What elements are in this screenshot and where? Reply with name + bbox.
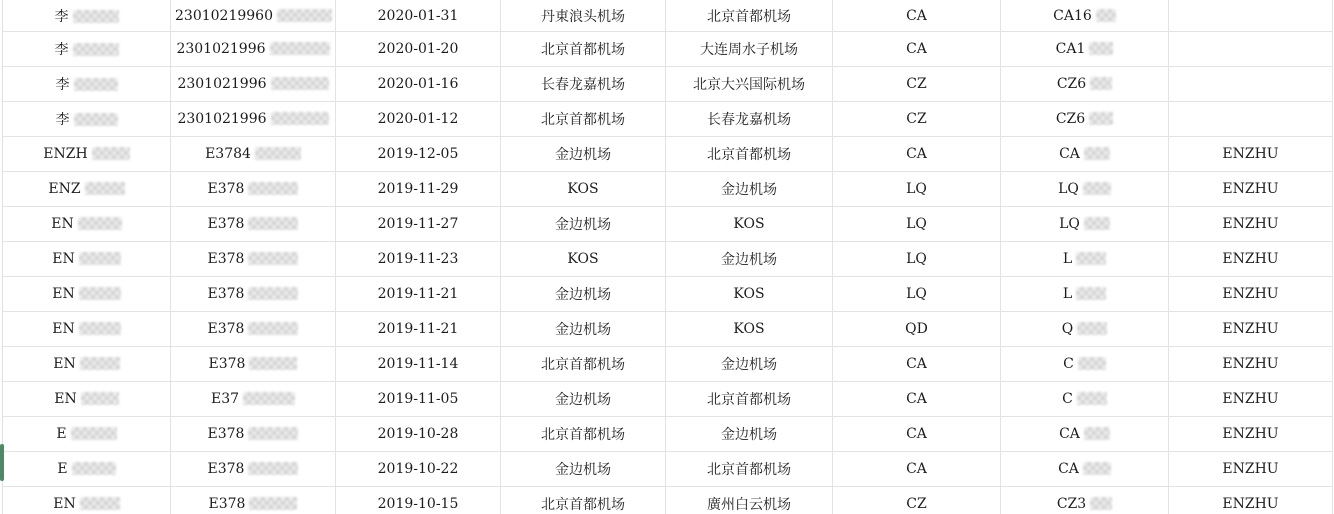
redacted-text [1083, 182, 1111, 195]
cell-text: ENZHU [1222, 321, 1279, 337]
cell-text: 2020-01-12 [377, 111, 459, 127]
cell-text: KOS [733, 321, 765, 337]
cell-text: CA [1059, 146, 1080, 162]
cell-text: 2020-01-16 [377, 76, 459, 92]
cell-flight-date [336, 312, 501, 347]
cell-text: E378 [207, 461, 245, 477]
cell-flight-number [1001, 32, 1169, 67]
cell-text: 北京首都机场 [707, 147, 791, 163]
cell-passenger-code [1169, 32, 1333, 67]
cell-airline-code [833, 277, 1001, 312]
redacted-text [1090, 77, 1112, 90]
cell-airline-code [833, 347, 1001, 382]
table-row [3, 417, 1333, 452]
cell-text: E378 [207, 426, 245, 442]
cell-text: E [57, 461, 68, 477]
table-row [3, 0, 1333, 32]
cell-text: 廣州白云机场 [707, 497, 791, 513]
cell-text: EN [54, 391, 77, 407]
redacted-text [1089, 112, 1113, 125]
cell-passenger-code [1169, 0, 1333, 32]
cell-text: 北京首都机场 [541, 497, 625, 513]
cell-airline-code [833, 32, 1001, 67]
cell-text: CA16 [1053, 7, 1092, 24]
cell-departure-airport [501, 172, 666, 207]
cell-text: E378 [208, 356, 246, 372]
cell-text: C [1063, 356, 1074, 372]
cell-text: 金边机场 [555, 217, 611, 233]
redacted-text [1077, 322, 1107, 335]
cell-text: L [1062, 286, 1073, 302]
cell-arrival-airport [666, 452, 833, 487]
cell-text: CZ [906, 111, 927, 127]
cell-text: CA [906, 41, 927, 57]
table-row [3, 382, 1333, 417]
cell-departure-airport [501, 417, 666, 452]
cell-text: EN [53, 356, 76, 372]
redacted-text [1089, 42, 1113, 55]
cell-id-number [171, 417, 336, 452]
cell-text: 大连周水子机场 [700, 42, 798, 58]
cell-text: 金边机场 [721, 357, 777, 373]
redacted-text [249, 357, 297, 370]
redacted-text [271, 112, 329, 125]
cell-text: 2019-10-15 [377, 496, 459, 512]
cell-flight-number [1001, 207, 1169, 242]
cell-text: CA [906, 461, 927, 477]
cell-text: 2301021996 [177, 76, 267, 92]
cell-arrival-airport [666, 347, 833, 382]
redacted-text [73, 10, 119, 23]
redacted-text [243, 392, 295, 405]
table-row [3, 137, 1333, 172]
redacted-text [1084, 427, 1110, 440]
cell-arrival-airport [666, 312, 833, 347]
cell-passenger-name [3, 417, 171, 452]
cell-text: 2019-11-21 [377, 286, 459, 302]
cell-flight-number [1001, 487, 1169, 514]
cell-text: LQ [906, 216, 927, 232]
cell-text: C [1062, 391, 1073, 407]
cell-passenger-name [3, 32, 171, 67]
redacted-text [79, 322, 121, 335]
cell-flight-date [336, 347, 501, 382]
cell-flight-date [336, 277, 501, 312]
cell-airline-code [833, 102, 1001, 137]
table-row [3, 347, 1333, 382]
cell-text: 2019-10-28 [377, 426, 459, 442]
cell-flight-date [336, 242, 501, 277]
cell-airline-code [833, 207, 1001, 242]
cell-arrival-airport [666, 67, 833, 102]
cell-passenger-name [3, 452, 171, 487]
cell-text: 2019-11-14 [377, 356, 459, 372]
cell-passenger-code [1169, 452, 1333, 487]
cell-passenger-name [3, 67, 171, 102]
cell-departure-airport [501, 277, 666, 312]
cell-flight-number [1001, 172, 1169, 207]
redacted-text [248, 322, 298, 335]
cell-id-number [171, 452, 336, 487]
cell-text: 2019-11-29 [377, 181, 459, 197]
cell-text: CZ6 [1055, 111, 1086, 127]
cell-airline-code [833, 312, 1001, 347]
cell-departure-airport [501, 137, 666, 172]
cell-text: 北京首都机场 [707, 8, 791, 25]
cell-text: 李 [54, 8, 69, 25]
cell-text: E37 [210, 391, 240, 407]
redacted-text [1078, 357, 1106, 370]
cell-text: 2301021996 [177, 111, 267, 127]
cell-text: L [1062, 251, 1073, 267]
cell-id-number [171, 347, 336, 382]
cell-passenger-code [1169, 242, 1333, 277]
cell-id-number [171, 137, 336, 172]
cell-text: 北京首都机场 [707, 392, 791, 408]
cell-id-number [171, 0, 336, 32]
cell-text: LQ [906, 251, 927, 267]
cell-airline-code [833, 382, 1001, 417]
cell-flight-date [336, 67, 501, 102]
cell-flight-date [336, 102, 501, 137]
redacted-text [1096, 9, 1116, 22]
cell-id-number [171, 67, 336, 102]
cell-text: 金边机场 [721, 182, 777, 198]
cell-text: 北京大兴国际机场 [693, 77, 805, 93]
redacted-text [248, 287, 298, 300]
cell-text: KOS [567, 181, 599, 197]
cell-arrival-airport [666, 487, 833, 514]
cell-text: 丹東浪头机场 [541, 8, 625, 25]
cell-id-number [171, 487, 336, 514]
redacted-text [1077, 392, 1107, 405]
cell-passenger-code [1169, 277, 1333, 312]
redacted-text [1076, 287, 1106, 300]
redacted-text [1084, 147, 1110, 160]
cell-flight-number [1001, 137, 1169, 172]
cell-text: QD [905, 321, 928, 337]
cell-passenger-name [3, 172, 171, 207]
cell-text: 金边机场 [555, 462, 611, 478]
cell-text: 北京首都机场 [541, 42, 625, 58]
redacted-text [248, 427, 298, 440]
cell-text: LQ [906, 181, 927, 197]
cell-text: ENZ [48, 181, 81, 197]
cell-passenger-name [3, 487, 171, 514]
cell-text: 2020-01-20 [377, 41, 459, 57]
redacted-text [277, 9, 332, 22]
redacted-text [81, 392, 119, 405]
cell-passenger-code [1169, 137, 1333, 172]
cell-text: 金边机场 [721, 427, 777, 443]
cell-id-number [171, 207, 336, 242]
cell-text: E378 [207, 321, 245, 337]
redacted-text [74, 78, 118, 91]
cell-airline-code [833, 172, 1001, 207]
cell-text: 长春龙嘉机场 [707, 112, 791, 128]
cell-passenger-code [1169, 102, 1333, 137]
cell-flight-number [1001, 277, 1169, 312]
cell-text: E3784 [205, 146, 251, 162]
cell-text: CA [906, 391, 927, 407]
cell-flight-number [1001, 452, 1169, 487]
redacted-text [248, 252, 298, 265]
cell-flight-date [336, 137, 501, 172]
cell-text: 北京首都机场 [541, 427, 625, 443]
cell-id-number [171, 242, 336, 277]
cell-arrival-airport [666, 277, 833, 312]
cell-passenger-name [3, 102, 171, 137]
cell-text: ENZHU [1222, 181, 1279, 197]
redacted-text [92, 147, 130, 160]
cell-airline-code [833, 242, 1001, 277]
cell-passenger-name [3, 242, 171, 277]
cell-text: E378 [207, 216, 245, 232]
cell-flight-number [1001, 102, 1169, 137]
cell-text: ENZHU [1222, 461, 1279, 477]
cell-passenger-code [1169, 312, 1333, 347]
redacted-text [79, 287, 121, 300]
cell-flight-date [336, 32, 501, 67]
cell-departure-airport [501, 452, 666, 487]
table-row [3, 172, 1333, 207]
cell-text: CA [906, 426, 927, 442]
cell-flight-date [336, 487, 501, 514]
cell-flight-number [1001, 347, 1169, 382]
cell-passenger-code [1169, 417, 1333, 452]
cell-arrival-airport [666, 242, 833, 277]
table-row [3, 242, 1333, 277]
redacted-text [74, 113, 118, 126]
cell-flight-date [336, 452, 501, 487]
cell-arrival-airport [666, 32, 833, 67]
left-scrollbar-thumb[interactable] [0, 444, 4, 481]
cell-text: 李 [55, 77, 70, 93]
cell-passenger-name [3, 207, 171, 242]
cell-text: ENZHU [1222, 391, 1279, 407]
redacted-text [72, 462, 116, 475]
cell-text: 金边机场 [555, 322, 611, 338]
redacted-text [1090, 497, 1112, 510]
table-row [3, 102, 1333, 137]
redacted-text [73, 43, 119, 56]
cell-text: E [56, 426, 67, 442]
cell-text: ENZH [43, 146, 88, 162]
table-row [3, 277, 1333, 312]
cell-passenger-name [3, 0, 171, 32]
redacted-text [80, 497, 120, 510]
cell-arrival-airport [666, 0, 833, 32]
redacted-text [271, 77, 329, 90]
cell-text: 北京首都机场 [541, 357, 625, 373]
cell-passenger-code [1169, 67, 1333, 102]
cell-text: ENZHU [1222, 146, 1279, 162]
redacted-text [1084, 217, 1110, 230]
cell-id-number [171, 32, 336, 67]
cell-text: CZ3 [1056, 496, 1087, 512]
cell-id-number [171, 277, 336, 312]
cell-passenger-code [1169, 487, 1333, 514]
cell-text: 北京首都机场 [541, 112, 625, 128]
cell-passenger-name [3, 382, 171, 417]
table-row [3, 487, 1333, 514]
cell-text: 2019-11-21 [377, 321, 459, 337]
redacted-text [85, 182, 125, 195]
cell-airline-code [833, 417, 1001, 452]
cell-arrival-airport [666, 102, 833, 137]
cell-text: 金边机场 [721, 252, 777, 268]
cell-text: 金边机场 [555, 392, 611, 408]
cell-flight-number [1001, 0, 1169, 32]
cell-departure-airport [501, 67, 666, 102]
cell-arrival-airport [666, 207, 833, 242]
cell-text: ENZHU [1222, 216, 1279, 232]
cell-arrival-airport [666, 382, 833, 417]
redacted-text [79, 252, 121, 265]
table-row [3, 32, 1333, 67]
cell-departure-airport [501, 312, 666, 347]
cell-flight-date [336, 0, 501, 32]
cell-text: 2019-10-22 [377, 461, 459, 477]
redacted-text [255, 147, 301, 160]
cell-text: EN [51, 216, 74, 232]
cell-departure-airport [501, 207, 666, 242]
cell-flight-date [336, 172, 501, 207]
cell-airline-code [833, 67, 1001, 102]
redacted-text [248, 217, 298, 230]
cell-text: E378 [207, 181, 245, 197]
cell-text: E378 [207, 251, 245, 267]
cell-text: LQ [906, 286, 927, 302]
cell-text: CZ [906, 496, 927, 512]
cell-airline-code [833, 0, 1001, 32]
cell-text: 金边机场 [555, 147, 611, 163]
cell-text: 李 [55, 112, 70, 128]
cell-flight-number [1001, 417, 1169, 452]
cell-departure-airport [501, 347, 666, 382]
cell-id-number [171, 172, 336, 207]
cell-flight-date [336, 417, 501, 452]
cell-text: Q [1061, 321, 1074, 337]
cell-id-number [171, 382, 336, 417]
cell-departure-airport [501, 382, 666, 417]
cell-arrival-airport [666, 417, 833, 452]
cell-text: ENZHU [1222, 251, 1279, 267]
cell-text: EN [52, 321, 75, 337]
cell-text: LQ [1058, 181, 1079, 197]
cell-text: ENZHU [1222, 286, 1279, 302]
cell-arrival-airport [666, 137, 833, 172]
cell-text: 2020-01-31 [377, 7, 459, 24]
cell-flight-number [1001, 312, 1169, 347]
redacted-text [71, 427, 117, 440]
cell-text: 北京首都机场 [707, 462, 791, 478]
redacted-text [248, 182, 298, 195]
redacted-text [78, 217, 122, 230]
cell-text: CA [906, 7, 927, 24]
cell-departure-airport [501, 487, 666, 514]
redacted-text [249, 497, 297, 510]
cell-text: 2019-11-05 [377, 391, 459, 407]
cell-arrival-airport [666, 172, 833, 207]
redacted-text [80, 357, 120, 370]
cell-text: CZ [906, 76, 927, 92]
redacted-text [248, 462, 298, 475]
cell-flight-number [1001, 67, 1169, 102]
cell-text: EN [53, 496, 76, 512]
cell-text: CA [1058, 461, 1079, 477]
cell-text: KOS [733, 216, 765, 232]
cell-text: 2019-11-23 [377, 251, 459, 267]
cell-text: 金边机场 [555, 287, 611, 303]
cell-passenger-name [3, 137, 171, 172]
cell-id-number [171, 102, 336, 137]
cell-passenger-code [1169, 347, 1333, 382]
cell-text: CA1 [1055, 41, 1086, 57]
cell-text: CA [906, 356, 927, 372]
cell-text: 2019-11-27 [377, 216, 459, 232]
table-row [3, 452, 1333, 487]
cell-text: KOS [567, 251, 599, 267]
flight-records-table [2, 0, 1333, 514]
cell-text: 长春龙嘉机场 [541, 77, 625, 93]
cell-airline-code [833, 137, 1001, 172]
cell-text: CA [1059, 426, 1080, 442]
cell-text: ENZHU [1222, 496, 1279, 512]
cell-text: CZ6 [1056, 76, 1087, 92]
cell-flight-number [1001, 242, 1169, 277]
redacted-text [1083, 462, 1111, 475]
cell-passenger-name [3, 312, 171, 347]
cell-text: 2019-12-05 [377, 146, 459, 162]
cell-passenger-code [1169, 207, 1333, 242]
cell-departure-airport [501, 32, 666, 67]
cell-text: LQ [1059, 216, 1080, 232]
cell-passenger-code [1169, 172, 1333, 207]
cell-passenger-name [3, 347, 171, 382]
cell-text: CA [906, 146, 927, 162]
cell-departure-airport [501, 102, 666, 137]
cell-departure-airport [501, 242, 666, 277]
cell-text: 23010219960 [175, 7, 273, 24]
cell-flight-date [336, 207, 501, 242]
cell-airline-code [833, 487, 1001, 514]
cell-text: ENZHU [1222, 356, 1279, 372]
cell-flight-date [336, 382, 501, 417]
cell-text: E378 [208, 496, 246, 512]
redacted-text [270, 42, 330, 55]
cell-text: 2301021996 [176, 41, 266, 57]
cell-passenger-name [3, 277, 171, 312]
cell-text: EN [52, 286, 75, 302]
cell-id-number [171, 312, 336, 347]
cell-text: 李 [54, 42, 69, 58]
cell-flight-number [1001, 382, 1169, 417]
cell-passenger-code [1169, 382, 1333, 417]
table-row [3, 312, 1333, 347]
table-row [3, 67, 1333, 102]
redacted-text [1076, 252, 1106, 265]
cell-text: KOS [733, 286, 765, 302]
cell-departure-airport [501, 0, 666, 32]
cell-airline-code [833, 452, 1001, 487]
cell-text: ENZHU [1222, 426, 1279, 442]
cell-text: EN [52, 251, 75, 267]
cell-text: E378 [207, 286, 245, 302]
table-row [3, 207, 1333, 242]
